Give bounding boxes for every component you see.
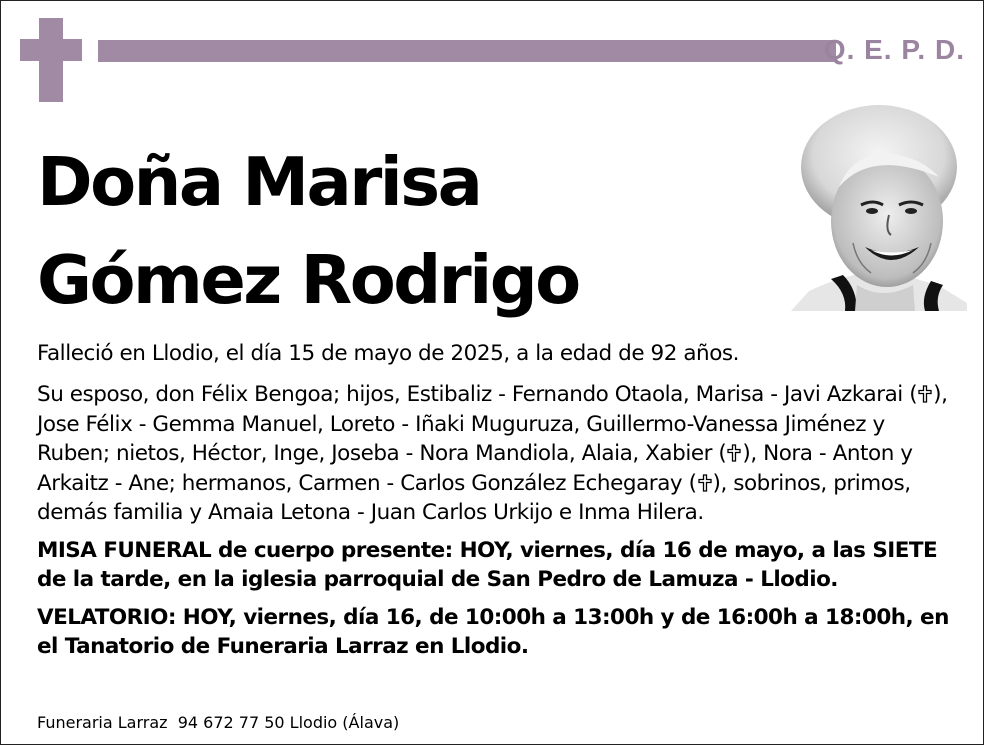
family-list <box>37 380 957 528</box>
death-notice: Falleció en Llodio, el día 15 de mayo de 2025, a la edad de 92 años. <box>37 341 740 366</box>
qepd-label: Q. E. P. D. <box>823 34 965 65</box>
portrait-photo <box>791 103 967 311</box>
family-text-a: Su esposo, don Félix Bengoa; hijos, Estibaliz - Fernando Otaola, Marisa - Javi Azkarai ( <box>37 382 918 407</box>
funeral-mass: MISA FUNERAL de cuerpo presente: HOY, viernes, día 16 de mayo, a las SIETE de la tarde, en la iglesia parroquial de San Pedro de Lamuza - Llodio. <box>37 537 938 592</box>
header-divider <box>98 40 836 62</box>
family-text-c: ), Nora - Anton y Arkaitz - Ane; hermanos, Carmen - Carlos González Echegaray ( <box>37 441 913 496</box>
cross-small-icon <box>726 444 742 462</box>
deceased-name <box>37 133 777 329</box>
obituary-body <box>37 339 957 670</box>
cross-small-icon <box>697 474 713 492</box>
name-line-2: Gómez Rodrigo <box>37 241 579 319</box>
wake-info: VELATORIO: HOY, viernes, día 16, de 10:00h a 13:00h y de 16:00h a 18:00h, en el Tanatorio de Funeraria Larraz en Llodio. <box>37 604 949 659</box>
funeral-home-footer: Funeraria Larraz 94 672 77 50 Llodio (Álava) <box>37 713 400 732</box>
family-text-b: ), Jose Félix - Gemma Manuel, Loreto - Iñaki Muguruza, Guillermo-Vanessa Jiménez y Ruben; nietos, Héctor, Inge, Joseba - Nora Mandiola, Alaia, Xabier ( <box>37 382 948 466</box>
name-line-1: Doña Marisa <box>37 143 481 221</box>
cross-small-icon <box>917 385 933 403</box>
cross-icon-bar <box>20 39 82 61</box>
family-text-d: ), sobrinos, primos, demás familia y Amaia Letona - Juan Carlos Urkijo e Inma Hilera. <box>37 470 911 525</box>
